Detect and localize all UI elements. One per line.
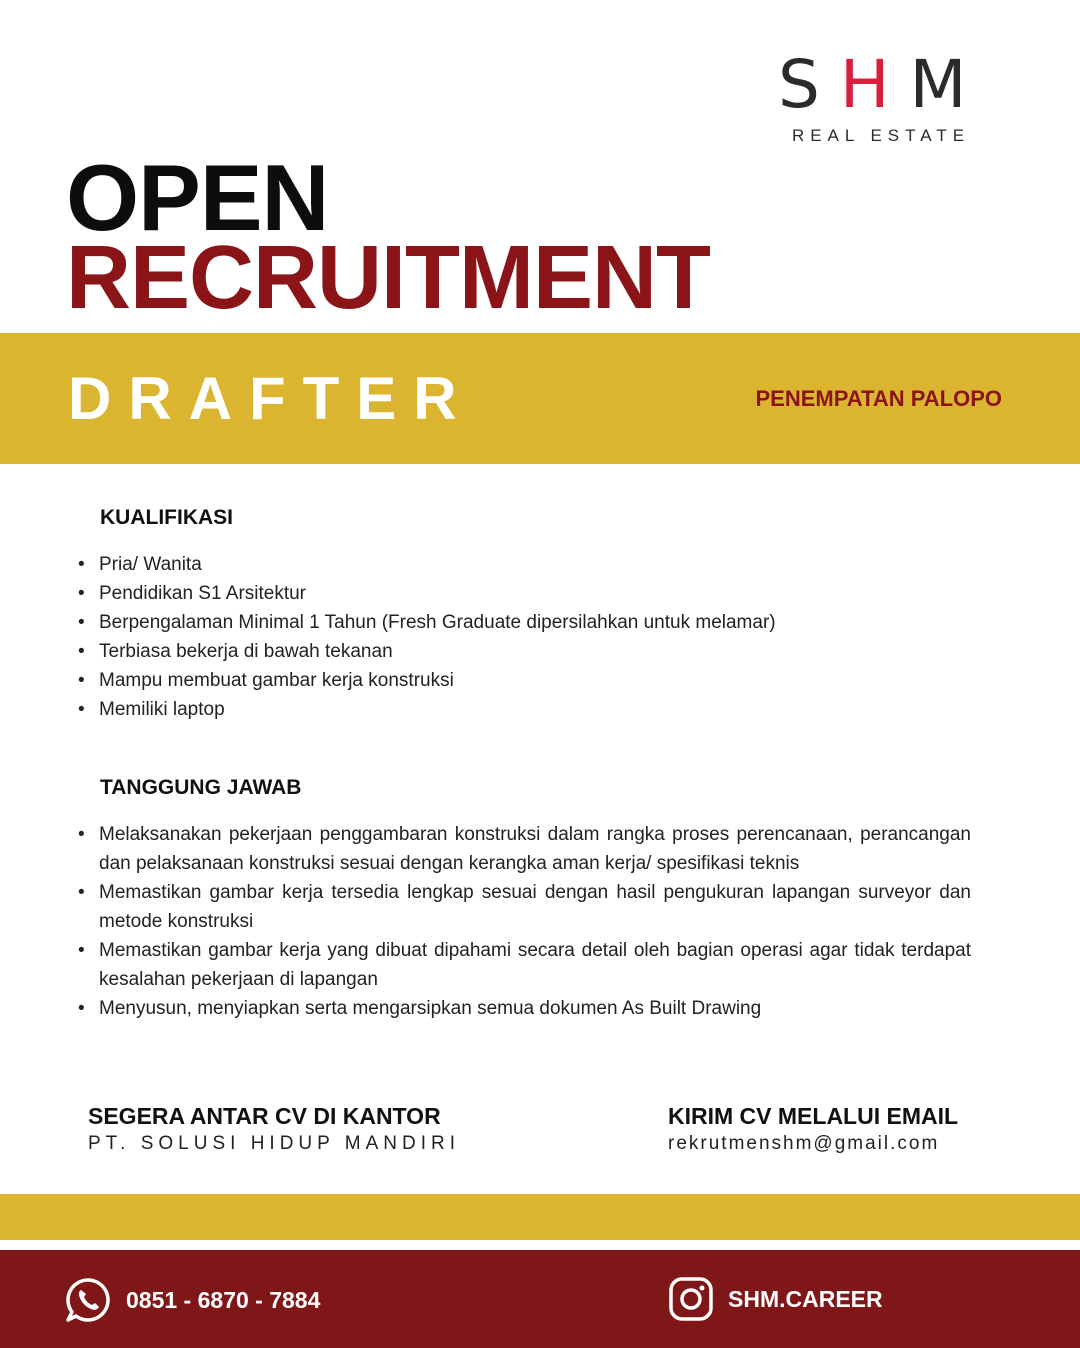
logo-letter-m: M [909,46,987,123]
list-item: • Melaksanakan pekerjaan penggambaran konstruksi dalam rangka proses perencanaan, perancangan dan pelaksanaan konstruksi sesuai dengan kerangka aman kerja/ spesifikasi teknis [78,820,971,878]
phone-contact[interactable] [64,1276,320,1324]
instagram-handle: SHM.CAREER [728,1285,883,1312]
list-item: • Terbiasa bekerja di bawah tekanan [78,637,971,666]
list-item: • Menyusun, menyiapkan serta mengarsipkan semua dokumen As Built Drawing [78,994,971,1023]
list-item: • Memastikan gambar kerja tersedia lengkap sesuai dengan hasil pengukuran lapangan surveyor dan metode konstruksi [78,878,971,936]
logo-letter-s: S [778,46,840,123]
email-apply-block [668,1102,958,1158]
office-heading: SEGERA ANTAR CV DI KANTOR [88,1103,441,1129]
logo-tagline: REAL ESTATE [791,126,971,145]
phone-number: 0851 - 6870 - 7884 [126,1286,321,1313]
shm-logo [778,46,987,146]
responsibilities-list [78,820,971,1023]
list-item: • Pria/ Wanita [78,550,971,579]
list-item: • Memastikan gambar kerja yang dibuat dipahami secara detail oleh bagian operasi agar tidak terdapat kesalahan pekerjaan di lapangan [78,936,971,994]
qualifications-list [78,550,971,724]
list-item: • Berpengalaman Minimal 1 Tahun (Fresh Graduate dipersilahkan untuk melamar) [78,608,971,637]
instagram-icon [668,1276,714,1322]
office-apply-block [88,1102,460,1158]
email-heading: KIRIM CV MELALUI EMAIL [668,1103,959,1129]
footer-stripe [0,1194,1080,1240]
headline-open: OPEN [66,145,329,250]
qualifications-title: KUALIFIKASI [100,506,233,529]
list-item: • Mampu membuat gambar kerja konstruksi [78,666,971,695]
headline-recruitment: RECRUITMENT [66,228,710,328]
email-address[interactable]: rekrutmenshm@gmail.com [668,1133,940,1154]
office-name: PT. SOLUSI HIDUP MANDIRI [88,1133,460,1154]
whatsapp-icon [64,1276,112,1324]
list-item: • Memiliki laptop [78,695,971,724]
placement-label: PENEMPATAN PALOPO [755,386,1002,411]
list-item: • Pendidikan S1 Arsitektur [78,579,971,608]
logo-letter-h: H [839,46,910,123]
logo-letters [778,46,987,123]
position-title: DRAFTER [68,365,474,432]
instagram-contact[interactable] [668,1276,883,1322]
responsibilities-title: TANGGUNG JAWAB [100,776,302,799]
